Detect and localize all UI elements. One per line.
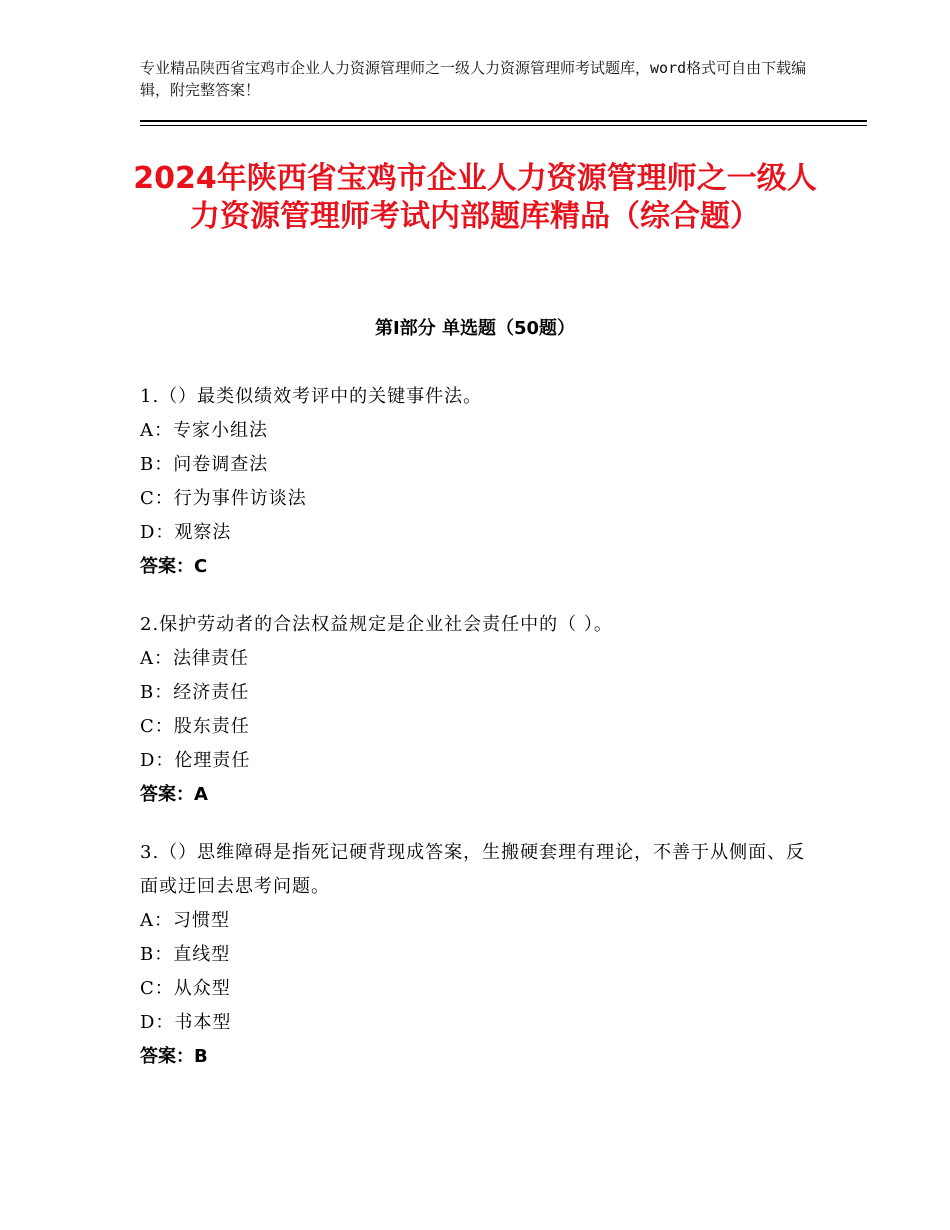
answer: 答案：C — [140, 556, 208, 577]
question-stem: 2.保护劳动者的合法权益规定是企业社会责任中的（ ）。 — [140, 614, 613, 635]
option-c: C：从众型 — [140, 978, 231, 999]
header-note: 专业精品陕西省宝鸡市企业人力资源管理师之一级人力资源管理师考试题库，word格式可自由下载编辑，附完整答案！ — [140, 59, 807, 99]
option-a: A：专家小组法 — [140, 420, 268, 441]
option-d: D：书本型 — [140, 1012, 232, 1033]
option-b: B：问卷调查法 — [140, 454, 269, 475]
answer: 答案：A — [140, 784, 208, 805]
question-list — [140, 380, 820, 1098]
option-a: A：习惯型 — [140, 910, 230, 931]
option-c: C：行为事件访谈法 — [140, 488, 307, 509]
question-stem: 3.（）思维障碍是指死记硬背现成答案，生搬硬套理有理论，不善于从侧面、反面或迂回去思考问题。 — [140, 842, 806, 897]
document-title: 2024年陕西省宝鸡市企业人力资源管理师之一级人力资源管理师考试内部题库精品（综合题） — [133, 161, 817, 234]
question-3 — [140, 836, 820, 1074]
option-a: A：法律责任 — [140, 648, 249, 669]
question-1 — [140, 380, 820, 584]
answer: 答案：B — [140, 1046, 208, 1067]
header-rule-thick — [140, 120, 867, 122]
question-2 — [140, 608, 820, 812]
option-b: B：直线型 — [140, 944, 231, 965]
option-d: D：伦理责任 — [140, 750, 251, 771]
option-b: B：经济责任 — [140, 682, 250, 703]
option-c: C：股东责任 — [140, 716, 250, 737]
option-d: D：观察法 — [140, 522, 232, 543]
header-rule-thin — [140, 125, 867, 126]
question-stem: 1.（）最类似绩效考评中的关键事件法。 — [140, 386, 483, 407]
section-title: 第Ⅰ部分 单选题（50题） — [374, 318, 575, 339]
